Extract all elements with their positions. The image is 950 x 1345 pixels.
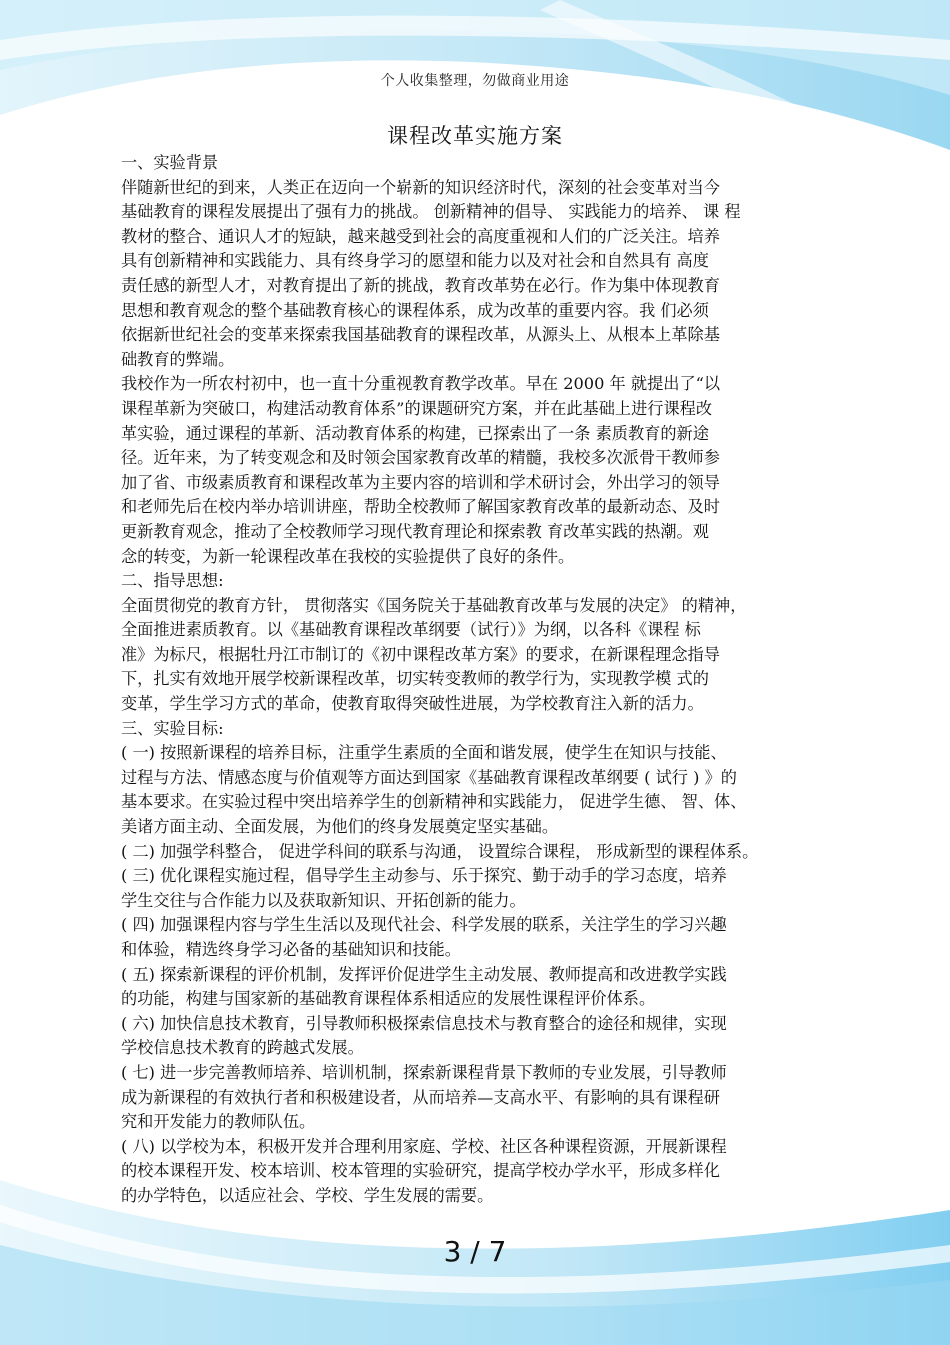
page-number: 3 / 7: [443, 1235, 507, 1268]
text-line: 具有创新精神和实践能力、具有终身学习的愿望和能力以及对社会和自然具有 高度: [121, 251, 709, 271]
text-line: 美诸方面主动、全面发展，为他们的终身发展奠定坚实基础。: [121, 817, 559, 837]
document-title: 课程改革实施方案: [387, 124, 563, 148]
text-line: 全面推进素质教育。以《基础教育课程改革纲要（试行）》为纲，以各科《课程 标: [121, 620, 701, 640]
text-line: 学校信息技术教育的跨越式发展。: [121, 1038, 364, 1058]
text-line: ( 六) 加快信息技术教育，引导教师积极探索信息技术与教育整合的途径和规律，实现: [121, 1013, 727, 1033]
text-line: 究和开发能力的教师队伍。: [121, 1112, 316, 1132]
text-line: 更新教育观念，推动了全校教师学习现代教育理论和探索教 育改革实践的热潮。观: [121, 521, 709, 541]
text-line: 变革，学生学习方式的革命，使教育取得突破性进展，为学校教育注入新的活力。: [121, 694, 704, 714]
text-line: ( 二) 加强学科整合， 促进学科间的联系与沟通， 设置综合课程， 形成新型的课程体系。: [121, 841, 759, 861]
text-line: ( 七) 进一步完善教师培养、培训机制，探索新课程背景下教师的专业发展，引导教师: [121, 1062, 727, 1082]
text-line: 一、实验背景: [121, 153, 219, 172]
text-line: 教材的整合、通识人才的短缺，越来越受到社会的高度重视和人们的广泛关注。培养: [121, 226, 720, 246]
text-line: 和老师先后在校内举办培训讲座，帮助全校教师了解国家教育改革的最新动态、及时: [121, 497, 720, 517]
text-line: 依据新世纪社会的变革来探索我国基础教育的课程改革，从源头上、从根本上革除基: [121, 325, 720, 345]
text-line: 念的转变，为新一轮课程改革在我校的实验提供了良好的条件。: [121, 546, 575, 566]
text-line: 三、实验目标:: [121, 718, 224, 738]
text-line: 课程革新为突破口，构建活动教育体系”的课题研究方案，并在此基础上进行课程改: [121, 398, 713, 418]
text-line: 和体验，精选终身学习必备的基础知识和技能。: [121, 940, 461, 959]
document-body: [121, 151, 831, 1209]
text-line: ( 四) 加强课程内容与学生生活以及现代社会、科学发展的联系，关注学生的学习兴趣: [121, 915, 727, 935]
text-line: 基础教育的课程发展提出了强有力的挑战。 创新精神的倡导、 实践能力的培养、 课 程: [121, 202, 741, 222]
text-line: 径。近年来，为了转变观念和及时领会国家教育改革的精髓，我校多次派骨干教师参: [121, 448, 720, 468]
text-line: 我校作为一所农村初中，也一直十分重视教育教学改革。早在 2000 年 就提出了“以: [121, 374, 721, 394]
watermark-header: 个人收集整理，勿做商业用途: [380, 73, 570, 89]
text-line: 二、指导思想:: [121, 571, 224, 591]
text-line: ( 八) 以学校为本，积极开发并合理利用家庭、学校、社区各种课程资源，开展新课程: [121, 1136, 727, 1156]
text-line: ( 三) 优化课程实施过程，倡导学生主动参与、乐于探究、勤于动手的学习态度，培养: [121, 866, 727, 886]
text-line: 的功能，构建与国家新的基础教育课程体系相适应的发展性课程评价体系。: [121, 989, 656, 1009]
text-line: 的办学特色，以适应社会、学校、学生发展的需要。: [121, 1185, 494, 1205]
text-line: 过程与方法、情感态度与价值观等方面达到国家《基础教育课程改革纲要 ( 试行 ) 》的: [121, 767, 737, 787]
text-line: 基本要求。在实验过程中突出培养学生的创新精神和实践能力， 促进学生德、 智、体、: [121, 792, 747, 812]
text-line: 准》为标尺，根据牡丹江市制订的《初中课程改革方案》的要求，在新课程理念指导: [121, 644, 720, 664]
text-line: ( 五) 探索新课程的评价机制，发挥评价促进学生主动发展、教师提高和改进教学实践: [121, 964, 727, 984]
text-line: 的校本课程开发、校本培训、校本管理的实验研究，提高学校办学水平，形成多样化: [121, 1161, 720, 1181]
text-line: ( 一) 按照新课程的培养目标，注重学生素质的全面和谐发展，使学生在知识与技能、: [121, 743, 727, 763]
text-line: 加了省、市级素质教育和课程改革为主要内容的培训和学术研讨会，外出学习的领导: [121, 472, 720, 492]
text-line: 全面贯彻党的教育方针， 贯彻落实《国务院关于基础教育改革与发展的决定》 的精神，: [121, 595, 747, 615]
text-line: 下，扎实有效地开展学校新课程改革，切实转变教师的教学行为，实现教学模 式的: [121, 669, 709, 689]
text-line: 责任感的新型人才，对教育提出了新的挑战，教育改革势在必行。作为集中体现教育: [121, 275, 720, 295]
text-line: 伴随新世纪的到来，人类正在迈向一个崭新的知识经济时代，深刻的社会变革对当今: [121, 177, 720, 197]
text-line: 学生交往与合作能力以及获取新知识、开拓创新的能力。: [121, 890, 526, 910]
text-line: 础教育的弊端。: [121, 349, 235, 369]
text-line: 成为新课程的有效执行者和积极建设者，从而培养—支高水平、有影响的具有课程研: [121, 1087, 720, 1107]
text-line: 革实验，通过课程的革新、活动教育体系的构建，已探索出了一条 素质教育的新途: [121, 423, 709, 443]
text-line: 思想和教育观念的整个基础教育核心的课程体系，成为改革的重要内容。我 们必须: [121, 300, 709, 320]
